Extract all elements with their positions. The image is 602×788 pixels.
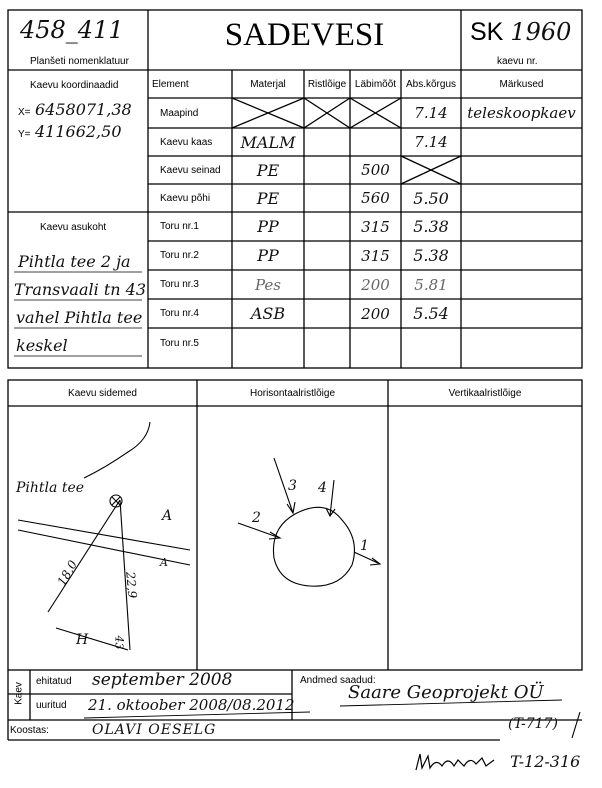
table-row-element: Kaevu seinad bbox=[160, 164, 221, 176]
table-row-abs: 5.38 bbox=[413, 246, 449, 265]
signature-mark bbox=[412, 748, 502, 778]
table-row-materjal: ASB bbox=[250, 304, 286, 323]
table-header-materjal: Materjal bbox=[250, 78, 286, 90]
table-row-materjal: MALM bbox=[240, 132, 296, 152]
table-row-element: Toru nr.5 bbox=[160, 337, 199, 349]
location-line: Pihtla tee 2 ja bbox=[18, 252, 131, 271]
table-row-markused: teleskoopkaev bbox=[467, 104, 576, 122]
coordinates-label: Kaevu koordinaadid bbox=[30, 80, 119, 91]
location-label: Kaevu asukoht bbox=[40, 222, 107, 233]
distance-left-label: 18,0 bbox=[54, 557, 81, 589]
kaev-side-label: Kaev bbox=[13, 682, 25, 705]
well-number-label: kaevu nr. bbox=[497, 56, 538, 67]
pipe-4-label: 4 bbox=[318, 480, 327, 496]
ehitatud-value: september 2008 bbox=[92, 670, 233, 690]
table-row-labimoot: 200 bbox=[361, 275, 390, 294]
andmed-value: Saare Geoprojekt OÜ bbox=[348, 682, 544, 703]
distance-right-label: 22,9 bbox=[123, 571, 140, 599]
location-line: Transvaali tn 43 bbox=[14, 280, 146, 299]
pipe-1-label: 1 bbox=[360, 538, 369, 554]
uuritud-value: 21. oktoober 2008/08.2012 bbox=[88, 696, 295, 714]
table-row-element: Kaevu kaas bbox=[160, 136, 213, 148]
horisontaal-label: Horisontaalristlõige bbox=[249, 387, 336, 399]
pipe-3-label: 3 bbox=[288, 478, 297, 494]
page-title: SADEVESI bbox=[224, 17, 385, 53]
table-row-abs: 5.81 bbox=[414, 275, 448, 294]
andmed-label: Andmed saadud: bbox=[300, 675, 376, 686]
table-row-labimoot: 315 bbox=[361, 246, 390, 265]
nomenclature-label: Planšeti nomenklatuur bbox=[30, 56, 129, 67]
table-row-abs: 5.50 bbox=[413, 188, 449, 208]
table-row-labimoot: 500 bbox=[361, 161, 390, 179]
location-line: vahel Pihtla tee bbox=[16, 308, 143, 327]
table-header-markused: Märkused bbox=[499, 78, 544, 90]
nomenclature-value: 458_411 bbox=[20, 16, 124, 44]
uuritud-label: uuritud bbox=[36, 700, 67, 711]
pipe-2-label: 2 bbox=[252, 510, 261, 526]
table-row-abs: 7.14 bbox=[414, 104, 448, 122]
table-header-element: Element bbox=[152, 78, 189, 90]
street-label: Pihtla tee bbox=[16, 480, 85, 496]
ehitatud-label: ehitatud bbox=[36, 676, 72, 687]
table-row-materjal: PE bbox=[256, 160, 280, 180]
well-prefix: SK bbox=[470, 18, 504, 46]
signature-code: T-12-316 bbox=[510, 752, 581, 771]
location-line: keskel bbox=[16, 336, 68, 355]
table-row-labimoot: 200 bbox=[361, 304, 390, 323]
coordinate-x-prefix: X= bbox=[18, 107, 31, 118]
well-number bbox=[470, 18, 571, 47]
point-a-label: A bbox=[162, 508, 173, 524]
table-row-labimoot: 560 bbox=[361, 189, 390, 207]
table-row-materjal: PE bbox=[256, 188, 280, 208]
table-row-materjal: Pes bbox=[255, 275, 281, 294]
table-row-element: Toru nr.3 bbox=[160, 279, 199, 290]
table-row-abs: 7.14 bbox=[414, 133, 448, 151]
koostas-label: Koostas: bbox=[10, 725, 49, 736]
table-row-element: Maapind bbox=[160, 107, 199, 119]
sidemed-label: Kaevu sidemed bbox=[68, 387, 137, 399]
table-row-abs: 5.38 bbox=[413, 217, 449, 236]
table-row-element: Toru nr.2 bbox=[160, 250, 199, 261]
table-header-abs-korgus: Abs.kõrgus bbox=[405, 78, 457, 90]
table-row-element: Kaevu põhi bbox=[160, 192, 211, 204]
distance-h-label: 43 bbox=[112, 635, 126, 650]
koostas-value: OLAVI OESELG bbox=[92, 722, 217, 738]
coordinate-y-value: 411662,50 bbox=[34, 122, 122, 141]
coordinate-x bbox=[18, 100, 132, 120]
coordinate-x-value: 6458071,38 bbox=[34, 100, 132, 119]
table-header-ristloige: Ristlõige bbox=[307, 78, 347, 90]
table-row-materjal: PP bbox=[257, 217, 279, 236]
project-code: (T-717) bbox=[508, 716, 558, 732]
table-row-element: Toru nr.1 bbox=[160, 221, 199, 232]
coordinate-y bbox=[18, 122, 122, 142]
table-header-labimoot: Läbimõõt bbox=[354, 78, 397, 90]
vertikaal-label: Vertikaalristlõige bbox=[448, 387, 522, 399]
table-row-abs: 5.54 bbox=[413, 304, 449, 323]
table-row-labimoot: 315 bbox=[361, 217, 390, 236]
well-number-value: 1960 bbox=[510, 18, 572, 46]
point-a2-label: A bbox=[160, 556, 168, 569]
coordinate-y-prefix: Y= bbox=[18, 129, 31, 140]
point-h-label: H bbox=[76, 632, 89, 648]
table-row-element: Toru nr.4 bbox=[160, 308, 199, 319]
table-row-materjal: PP bbox=[257, 246, 279, 265]
